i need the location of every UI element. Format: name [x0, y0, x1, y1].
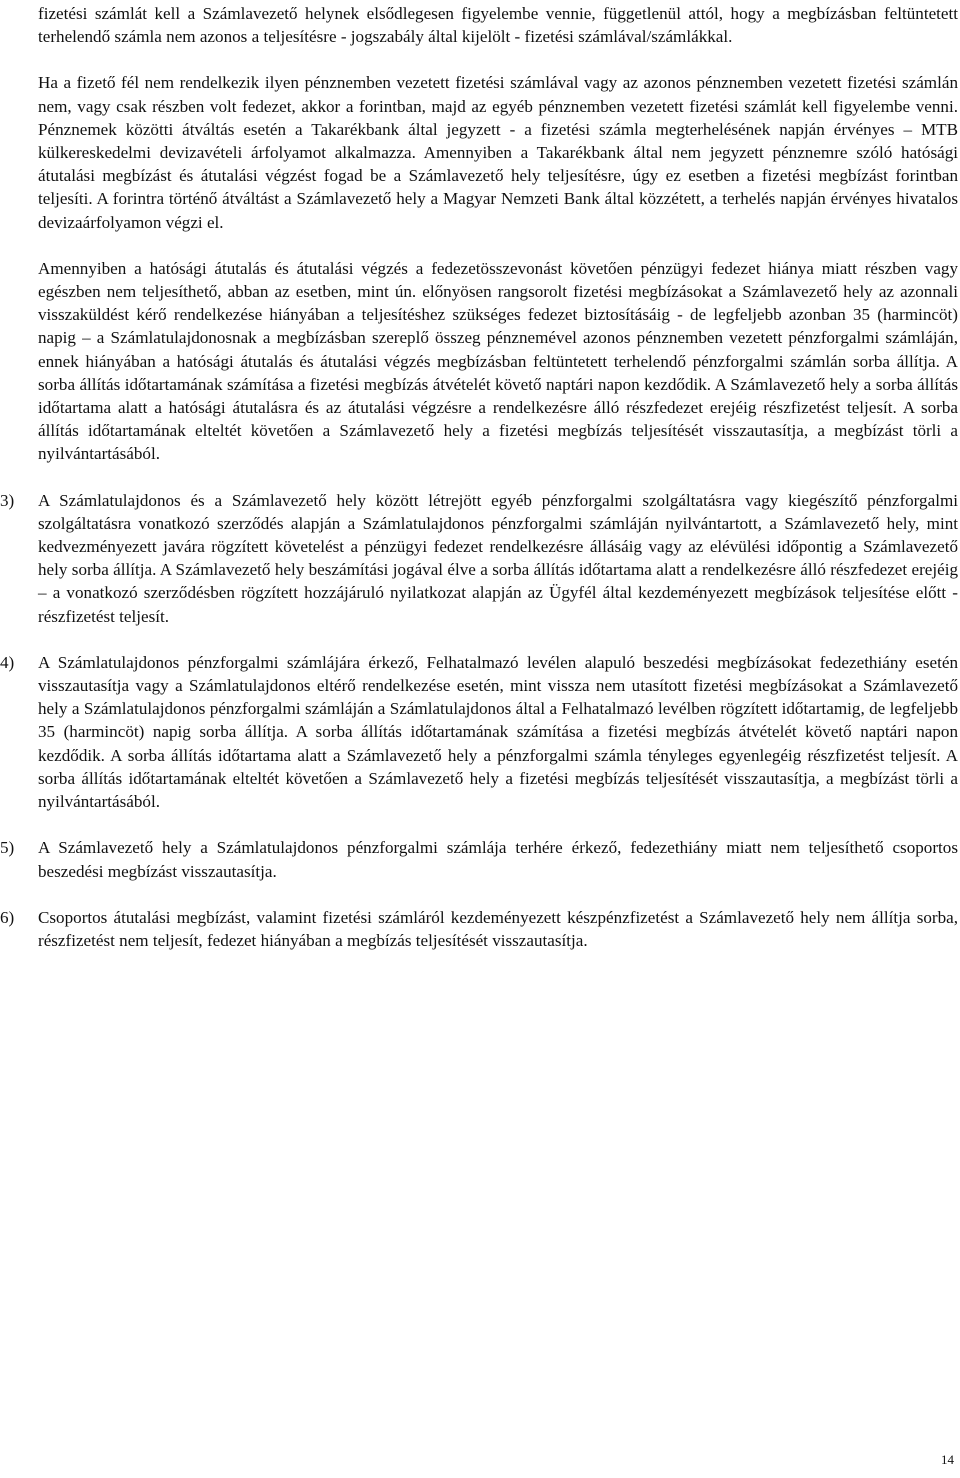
list-item-6	[0, 906, 958, 952]
list-item-5	[0, 836, 958, 882]
document-page	[0, 2, 958, 975]
list-item-text: Csoportos átutalási megbízást, valamint fizetési számláról kezdeményezett készpénzfizetést a Számlavezető hely nem állítja sorba, részfizetést nem teljesít, fedezet hiányában a megbízás teljesítését visszautasítja.	[38, 907, 958, 950]
paragraph-currency-rules: Ha a fizető fél nem rendelkezik ilyen pénznemben vezetett fizetési számlával vagy az azonos pénznemben vezetett fizetési számlán nem, vagy csak részben volt fedezet, akkor a forintban, majd az egyéb pénznemben vezetett fizetési számlát kell figyelembe venni. Pénznemek közötti átváltás esetén a Takarékbank által jegyzett - a fizetési számla megterhelésének napján érvényes – MTB külkereskedelmi devizavételi árfolyamot alkalmazza. Amennyiben a Takarékbank által nem jegyzett pénznemre szóló hatósági átutalási megbízást és átutalási végzést fogad be a Számlavezető hely teljesítésre, úgy ez esetben a fizetési megbízást forintban teljesíti. A forintra történő átváltást a Számlavezető hely a Magyar Nemzeti Bank által közzétett, a terhelés napján érvényes hivatalos devizaárfolyamon végzi el.	[38, 73, 958, 232]
paragraph-queueing-rules: Amennyiben a hatósági átutalás és átutalási végzés a fedezetösszevonást követően pénzügyi fedezet hiánya miatt részben vagy egészben nem teljesíthető, abban az esetben, mint ún. előnyösen rangsorolt fizetési megbízásokat a Számlavezető hely az azonnali visszaküldést kérő rendelkezése hiányában a teljesítéshez szükséges fedezet biztosításáig - de legfeljebb azonban 35 (harmincöt) napig – a Számlatulajdonosnak a megbízásban szereplő összeg pénznemével azonos pénznemben vezetett pénzforgalmi számláján, ennek hiányában a hatósági átutalás és átutalási végzés megbízásban feltüntetett terhelendő pénzforgalmi számlán sorba állítja. A sorba állítás időtartamának számítása a fizetési megbízás átvételét követő naptári napon kezdődik. A Számlavezető hely a sorba állítás időtartama alatt a hatósági átutalásra és az átutalási végzésre a rendelkezésre álló részfedezet erejéig részfizetést teljesít. A sorba állítás időtartamának elteltét követően a Számlavezető hely a fizetési megbízás teljesítését visszautasítja, a megbízást törli a nyilvántartásából.	[38, 258, 958, 464]
list-item-text: A Számlatulajdonos pénzforgalmi számlájára érkező, Felhatalmazó levélen alapuló beszedési megbízásokat fedezethiány esetén visszautasítja vagy a Számlatulajdonos eltérő rendelkezése esetén, mint vissza nem utasított fizetési megbízásokat a Számlavezető hely a Számlatulajdonos pénzforgalmi számláján a Számlatulajdonos által a Felhatalmazó levélben rögzített időtartamig, de legfeljebb 35 (harmincöt) napig sorba állítja. A sorba állítás időtartamának számítása a fizetési megbízás átvételét követő naptári napon kezdődik. A sorba állítás időtartama alatt a Számlavezető hely a pénzforgalmi számla tényleges egyenlegéig részfizetést teljesít. A sorba állítás időtartamának elteltét követően a Számlavezető hely a fizetési megbízás teljesítését visszautasítja, a megbízást törli a nyilvántartásából.	[38, 652, 958, 812]
list-item-text: A Számlatulajdonos és a Számlavezető hely között létrejött egyéb pénzforgalmi szolgáltatásra vagy kiegészítő pénzforgalmi szolgáltatásra vonatkozó szerződés alapján a Számlatulajdonos pénzforgalmi számláján nyilvántartott, a Számlavezető hely, mint kedvezményezett javára rögzített követelést a pénzügyi fedezet rendelkezésre állásáig vagy az elévülési időpontig a Számlavezető hely sorba állítja. A Számlavezető hely beszámítási jogával élve a sorba állítás időtartama alatt a rendelkezésre álló részfedezet erejéig – a vonatkozó szerződésben rögzített hozzájáruló nyilatkozat alapján az Ügyfél által kezdeményezett megbízások teljesítése előtt - részfizetést teljesít.	[38, 490, 958, 626]
page-number: 14	[941, 1452, 954, 1467]
list-item-number: 3)	[0, 490, 15, 510]
list-item-number: 6)	[0, 907, 15, 927]
list-item-3	[0, 489, 958, 628]
list-item-number: 4)	[0, 652, 15, 672]
list-item-text: A Számlavezető hely a Számlatulajdonos pénzforgalmi számlája terhére érkező, fedezethiány miatt nem teljesíthető csoportos beszedési megbízást visszautasítja.	[38, 838, 958, 881]
paragraph-continuation: fizetési számlát kell a Számlavezető helynek elsődlegesen figyelembe vennie, függetlenül attól, hogy a megbízásban feltüntetett terhelendő számla nem azonos a teljesítésre - jogszabály által kijelölt - fizetési számlával/számlákkal.	[38, 4, 958, 47]
list-item-4	[0, 651, 958, 813]
list-item-number: 5)	[0, 838, 15, 858]
